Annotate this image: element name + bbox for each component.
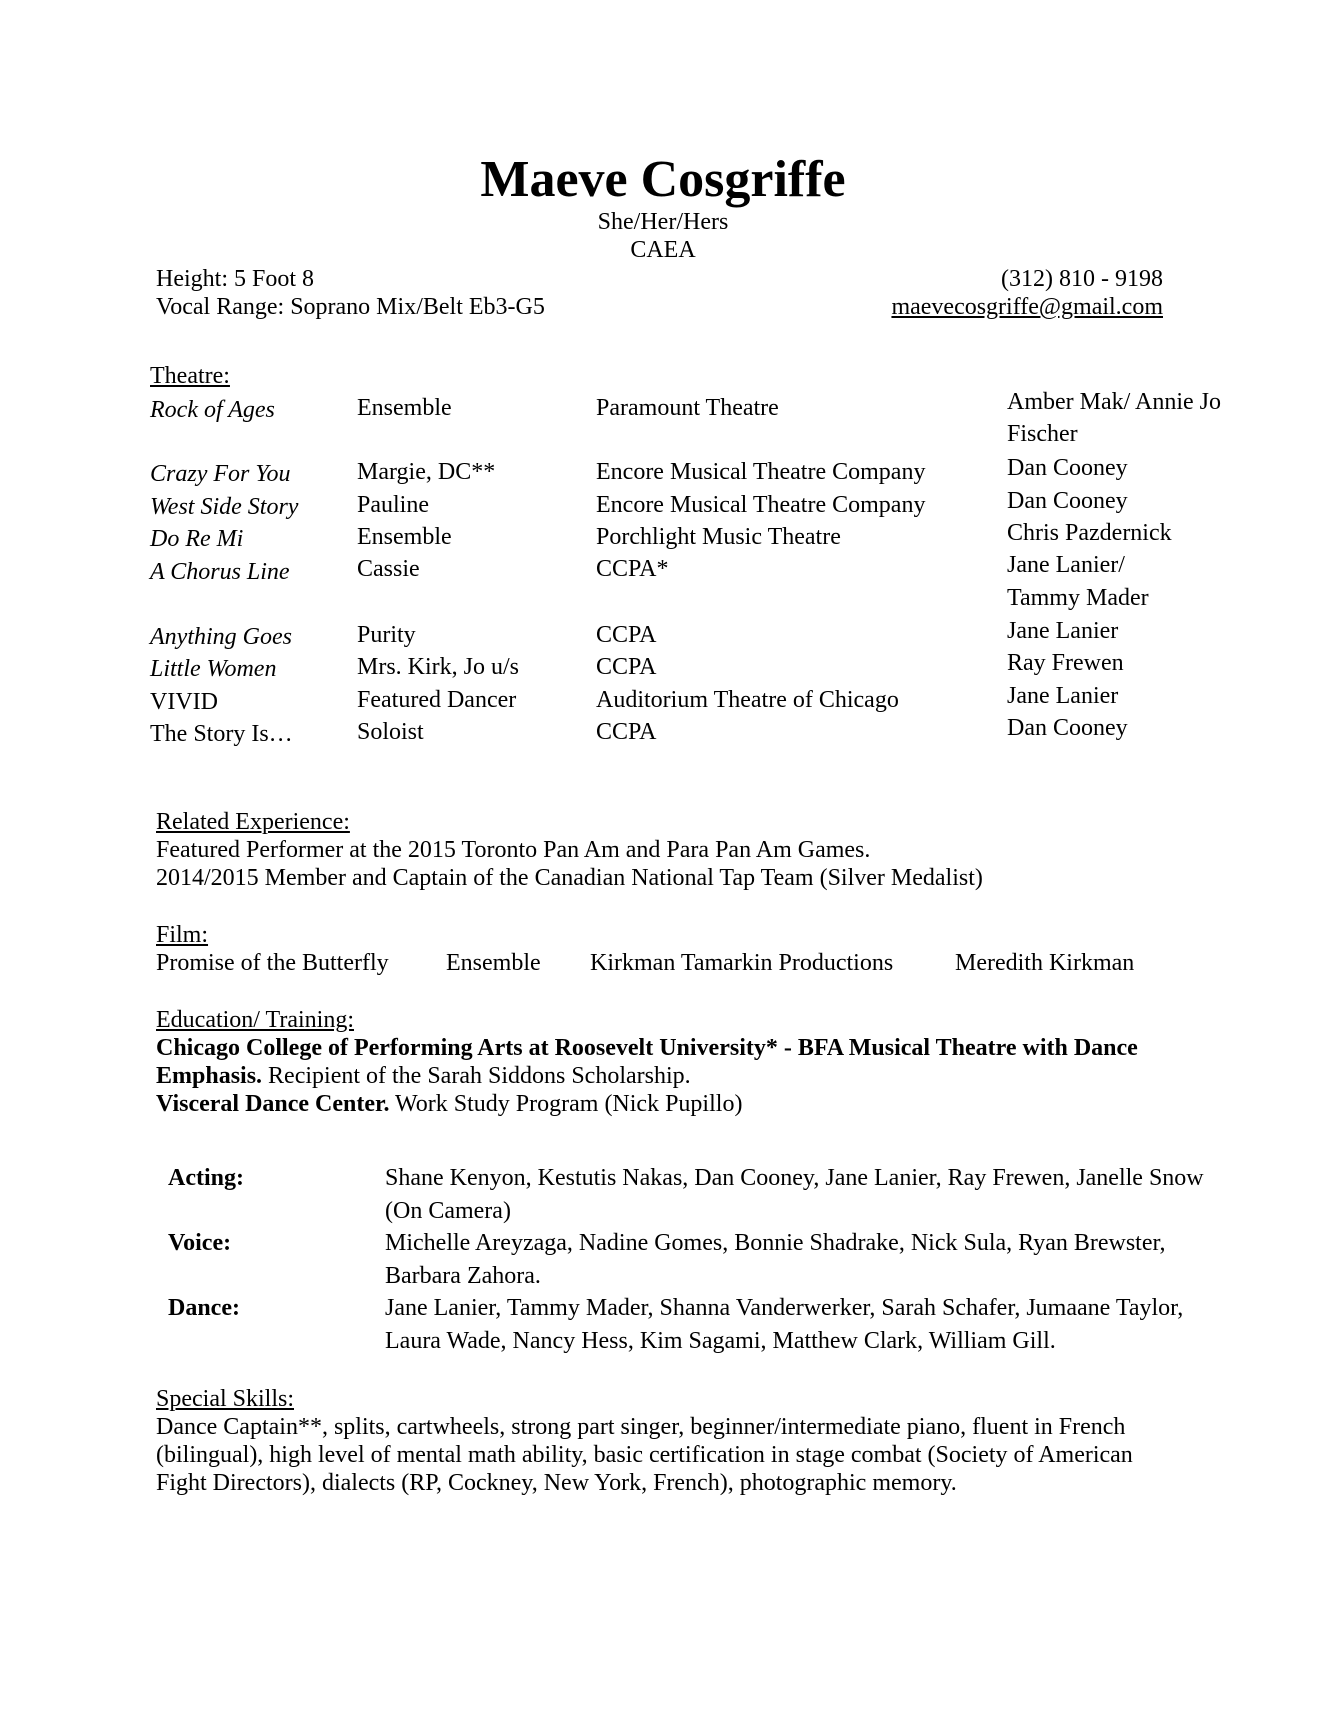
show-title: Do Re Mi bbox=[150, 526, 244, 552]
phone-number: (312) 810 - 9198 bbox=[1001, 266, 1163, 292]
acting-teachers: Shane Kenyon, Kestutis Nakas, Dan Cooney, Jane Lanier, Ray Frewen, Janelle Snow (On Camera) bbox=[385, 1165, 1204, 1224]
education-heading: Education/ Training: bbox=[156, 1007, 354, 1033]
show-title: Little Women bbox=[150, 656, 277, 682]
education-visceral bbox=[156, 1090, 1196, 1118]
role: Ensemble bbox=[357, 524, 452, 550]
pronouns: She/Her/Hers bbox=[597, 209, 729, 235]
role: Cassie bbox=[357, 556, 420, 582]
related-line: 2014/2015 Member and Captain of the Canadian National Tap Team (Silver Medalist) bbox=[156, 865, 983, 891]
director: Jane Lanier/ bbox=[1007, 552, 1125, 578]
director: Jane Lanier bbox=[1007, 618, 1119, 644]
theatre-row bbox=[0, 520, 1326, 556]
theatre-row bbox=[0, 552, 1326, 611]
role: Mrs. Kirk, Jo u/s bbox=[357, 654, 520, 680]
film-role: Ensemble bbox=[446, 950, 541, 976]
company: CCPA* bbox=[596, 556, 669, 582]
director: Chris Pazdernick bbox=[1007, 520, 1172, 546]
role: Pauline bbox=[357, 492, 429, 518]
role: Ensemble bbox=[357, 395, 452, 421]
director-continued: Tammy Mader bbox=[1007, 585, 1149, 611]
skills-text: Dance Captain**, splits, cartwheels, strong part singer, beginner/intermediate piano, fluent in French (bilingual), high level of mental math ability, basic certification in stage combat (Society of American Fight Directors), dialects (RP, Cockney, New York, French), photographic memory. bbox=[156, 1414, 1133, 1496]
vocal-range: Vocal Range: Soprano Mix/Belt Eb3-G5 bbox=[156, 294, 545, 320]
show-title: The Story Is… bbox=[150, 721, 293, 747]
show-title: A Chorus Line bbox=[150, 559, 290, 585]
director: Dan Cooney bbox=[1007, 455, 1128, 481]
school-detail: Recipient of the Sarah Siddons Scholarship. bbox=[262, 1063, 691, 1089]
height: Height: 5 Foot 8 bbox=[156, 266, 315, 292]
director: Jane Lanier bbox=[1007, 683, 1119, 709]
company: CCPA bbox=[596, 719, 657, 745]
skills-heading: Special Skills: bbox=[156, 1386, 294, 1412]
theatre-row bbox=[0, 650, 1326, 686]
film-title: Promise of the Butterfly bbox=[156, 950, 389, 976]
director: Dan Cooney bbox=[1007, 488, 1128, 514]
role: Featured Dancer bbox=[357, 687, 517, 713]
role: Purity bbox=[357, 622, 416, 648]
company: Porchlight Music Theatre bbox=[596, 524, 841, 550]
company: Encore Musical Theatre Company bbox=[596, 459, 926, 485]
director-continued: Fischer bbox=[1007, 421, 1078, 447]
union-status: CAEA bbox=[630, 237, 696, 263]
school-name: Chicago College of Performing Arts at Roosevelt University* - BFA Musical Theatre with Dance Emphasis. bbox=[156, 1035, 1138, 1089]
film-company: Kirkman Tamarkin Productions bbox=[590, 950, 894, 976]
related-heading: Related Experience: bbox=[156, 809, 350, 835]
theatre-row bbox=[0, 389, 1326, 447]
resume-name: Maeve Cosgriffe bbox=[480, 151, 846, 208]
role: Margie, DC** bbox=[357, 459, 496, 485]
company: Paramount Theatre bbox=[596, 395, 779, 421]
acting-label: Acting: bbox=[168, 1165, 244, 1191]
role: Soloist bbox=[357, 719, 424, 745]
director: Dan Cooney bbox=[1007, 715, 1128, 741]
company: CCPA bbox=[596, 622, 657, 648]
visceral-name: Visceral Dance Center. bbox=[156, 1091, 390, 1117]
film-director: Meredith Kirkman bbox=[955, 950, 1135, 976]
show-title: VIVID bbox=[150, 689, 218, 715]
related-line: Featured Performer at the 2015 Toronto Pan Am and Para Pan Am Games. bbox=[156, 837, 871, 863]
show-title: Rock of Ages bbox=[150, 397, 275, 423]
theatre-heading: Theatre: bbox=[150, 363, 230, 389]
company: Encore Musical Theatre Company bbox=[596, 492, 926, 518]
theatre-row bbox=[0, 715, 1326, 751]
voice-teachers: Michelle Areyzaga, Nadine Gomes, Bonnie Shadrake, Nick Sula, Ryan Brewster, Barbara Zahora. bbox=[385, 1230, 1166, 1289]
director: Amber Mak/ Annie Jo bbox=[1007, 389, 1221, 415]
show-title: Crazy For You bbox=[150, 461, 291, 487]
company: Auditorium Theatre of Chicago bbox=[596, 687, 899, 713]
visceral-detail: Work Study Program (Nick Pupillo) bbox=[389, 1091, 743, 1117]
director: Ray Frewen bbox=[1007, 650, 1124, 676]
show-title: Anything Goes bbox=[150, 624, 292, 650]
email-link[interactable]: maevecosgriffe@gmail.com bbox=[891, 294, 1163, 320]
dance-label: Dance: bbox=[168, 1295, 240, 1321]
film-heading: Film: bbox=[156, 922, 209, 948]
show-title: West Side Story bbox=[150, 494, 299, 520]
dance-teachers: Jane Lanier, Tammy Mader, Shanna Vanderwerker, Sarah Schafer, Jumaane Taylor, Laura Wade, Nancy Hess, Kim Sagami, Matthew Clark, William Gill. bbox=[385, 1295, 1184, 1354]
theatre-row bbox=[0, 618, 1326, 654]
company: CCPA bbox=[596, 654, 657, 680]
education-school bbox=[156, 1034, 1146, 1090]
voice-label: Voice: bbox=[168, 1230, 232, 1256]
